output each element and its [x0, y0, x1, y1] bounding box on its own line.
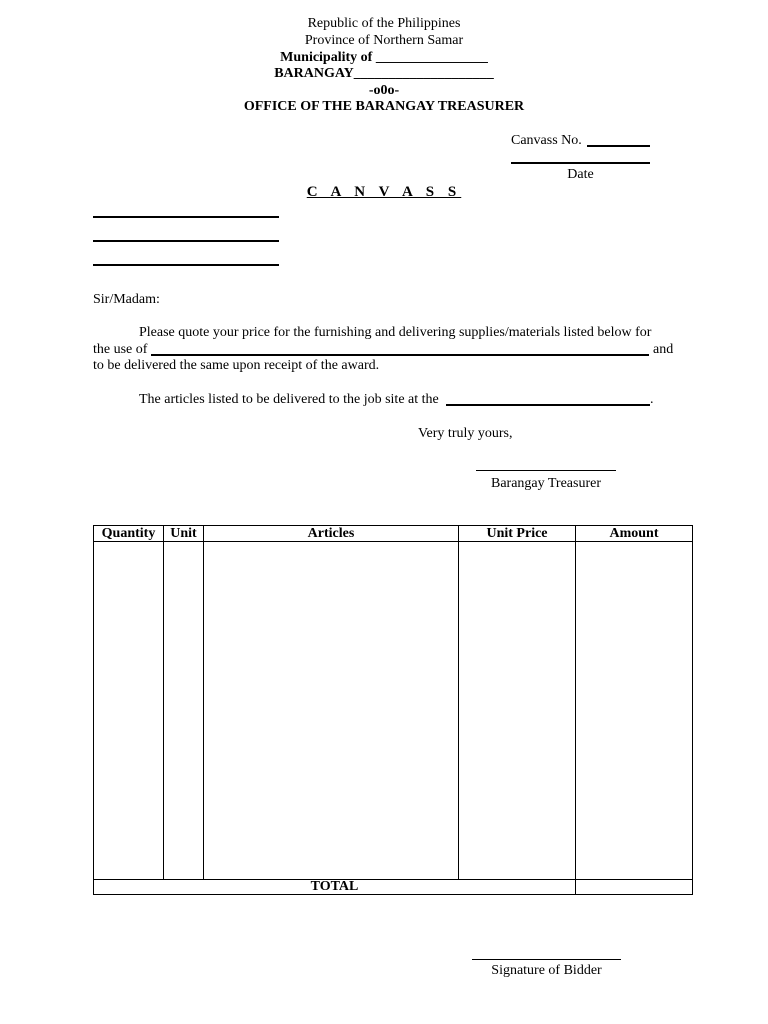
bidder-signature-line[interactable]: [472, 959, 621, 960]
paragraph1-and: and: [653, 342, 674, 357]
header-barangay: BARANGAY____________________: [274, 66, 494, 81]
amount-cell[interactable]: [576, 542, 693, 880]
use-of-field[interactable]: [151, 354, 649, 356]
paragraph2-text: The articles listed to be delivered to the job site at the: [139, 392, 439, 407]
date-label: Date: [567, 167, 594, 182]
treasurer-signature-line[interactable]: [476, 470, 616, 471]
treasurer-label: Barangay Treasurer: [490, 476, 602, 491]
column-header-quantity: Quantity: [94, 526, 164, 542]
header-municipality: Municipality of ________________: [280, 50, 488, 65]
items-table: [93, 525, 693, 895]
canvass-no-label: Canvass No.: [511, 133, 582, 148]
total-row: [94, 880, 693, 895]
column-header-amount: Amount: [576, 526, 693, 542]
salutation: Sir/Madam:: [93, 292, 160, 307]
table-row: [94, 542, 693, 880]
addressee-line-3[interactable]: [93, 264, 279, 266]
canvass-title: C A N V A S S: [306, 184, 462, 200]
paragraph1-line3: to be delivered the same upon receipt of the award.: [93, 358, 380, 373]
unit-price-cell[interactable]: [459, 542, 576, 880]
header-republic: Republic of the Philippines: [307, 16, 461, 31]
total-amount-cell[interactable]: [576, 880, 693, 895]
canvass-no-field[interactable]: [587, 145, 650, 147]
paragraph1-use-of: the use of: [93, 342, 148, 357]
table-header-row: [94, 526, 693, 542]
paragraph1-line1: Please quote your price for the furnishing and delivering supplies/materials listed below for: [139, 325, 652, 340]
unit-cell[interactable]: [164, 542, 204, 880]
header-office: OFFICE OF THE BARANGAY TREASURER: [243, 99, 525, 114]
date-field[interactable]: [511, 162, 650, 164]
paragraph2-period: .: [650, 392, 654, 407]
closing: Very truly yours,: [418, 426, 513, 441]
bidder-signature-label: Signature of Bidder: [491, 963, 602, 978]
quantity-cell[interactable]: [94, 542, 164, 880]
header-province: Province of Northern Samar: [304, 33, 464, 48]
addressee-line-1[interactable]: [93, 216, 279, 218]
column-header-articles: Articles: [204, 526, 459, 542]
header-separator: -o0o-: [368, 83, 400, 98]
job-site-field[interactable]: [446, 404, 650, 406]
column-header-unit: Unit: [164, 526, 204, 542]
column-header-unit-price: Unit Price: [459, 526, 576, 542]
addressee-line-2[interactable]: [93, 240, 279, 242]
articles-cell[interactable]: [204, 542, 459, 880]
total-label: TOTAL: [94, 880, 576, 895]
